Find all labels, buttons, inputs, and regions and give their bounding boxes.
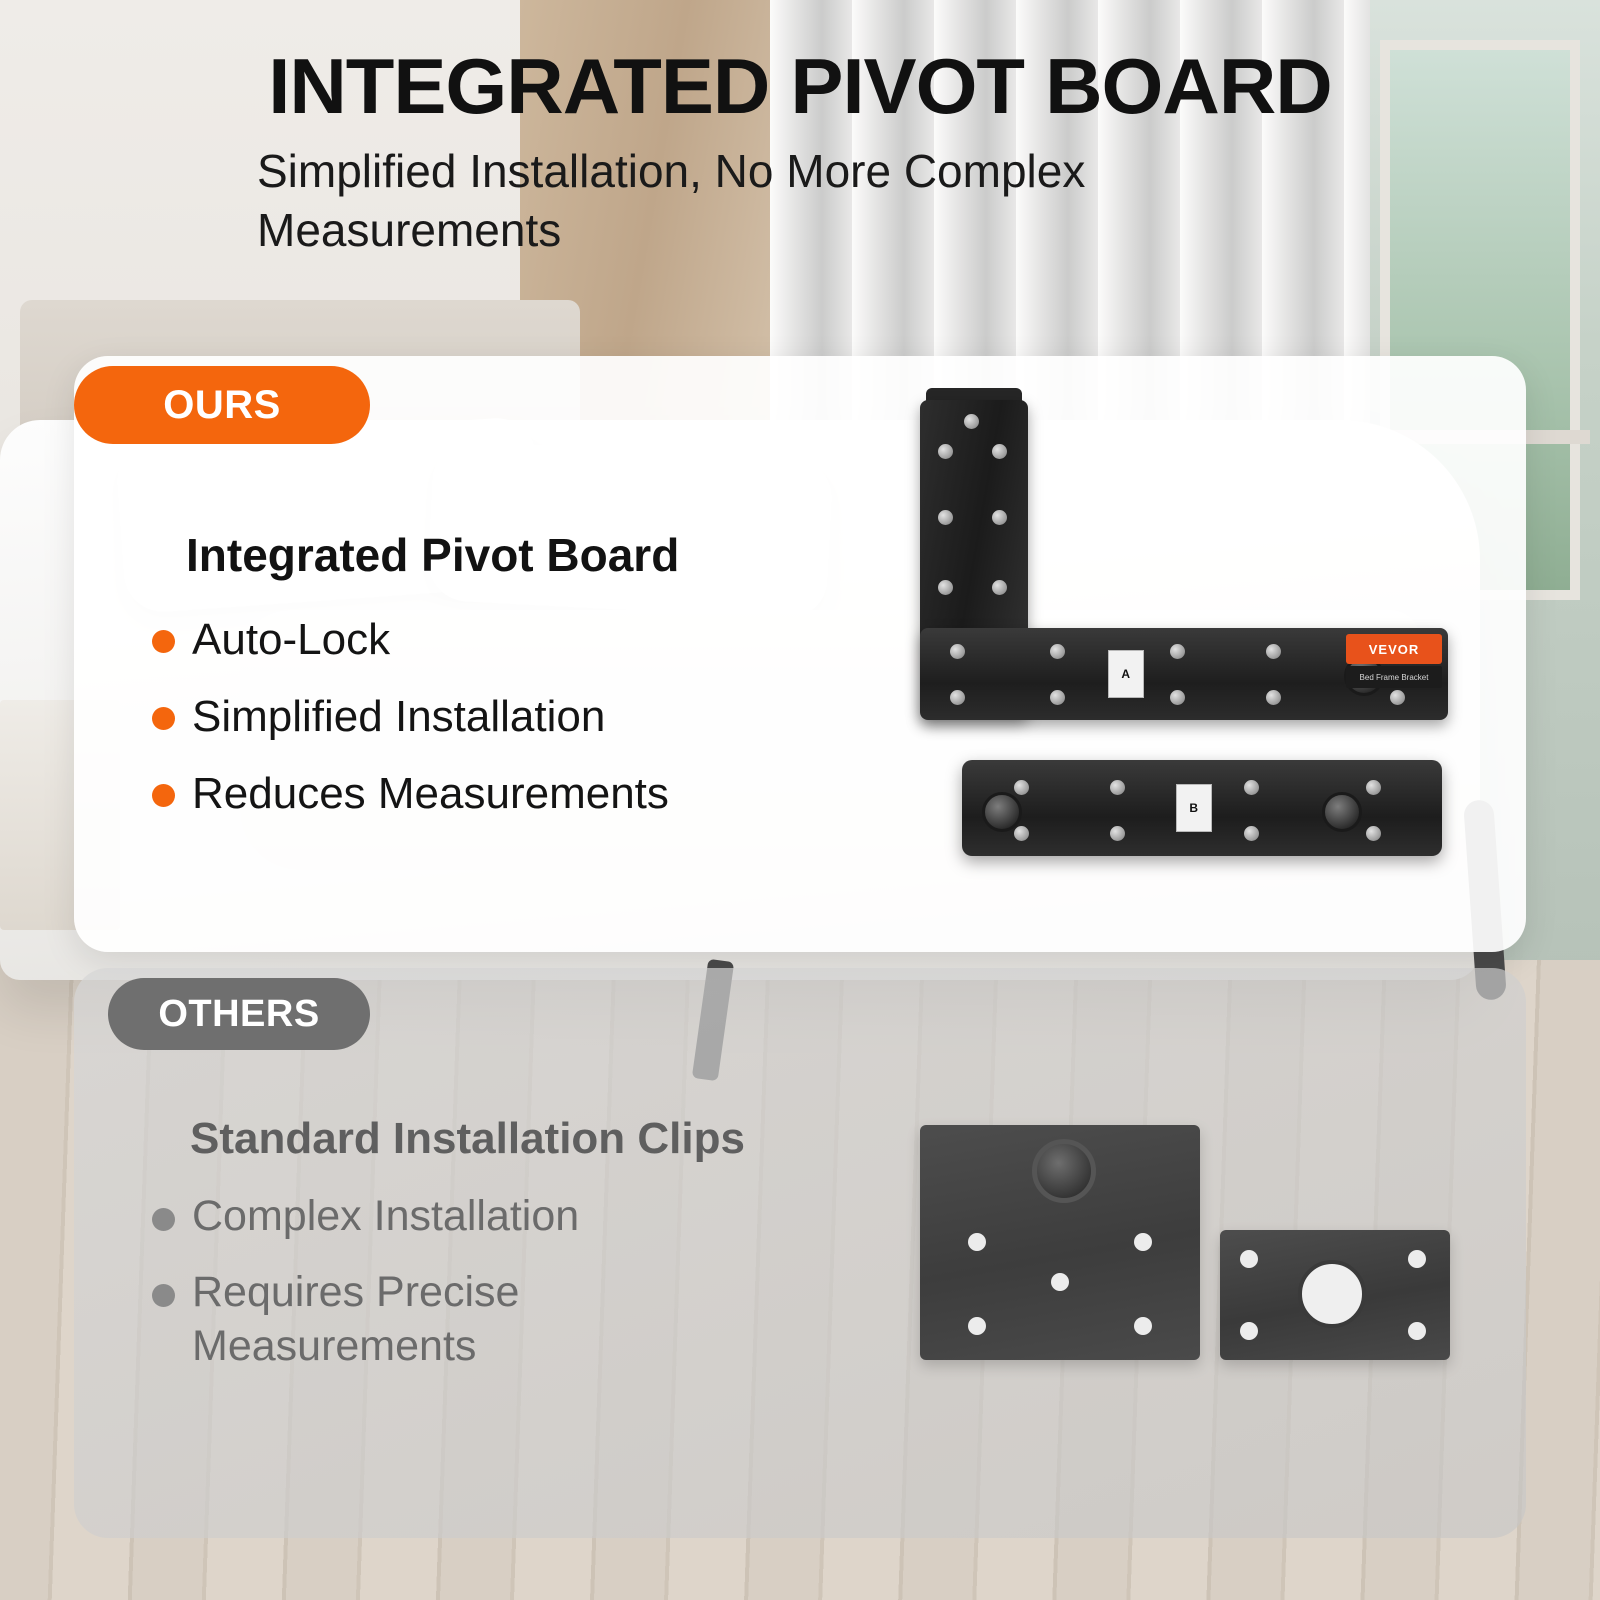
list-item-label: Complex Installation	[192, 1192, 580, 1240]
screw-icon	[1170, 644, 1185, 659]
screw-icon	[964, 414, 979, 429]
list-item	[152, 1190, 662, 1244]
screw-icon	[1050, 690, 1065, 705]
screw-icon	[1244, 780, 1259, 795]
page-subtitle: Simplified Installation, No More Complex Measurements	[257, 144, 1086, 256]
bullet-dot-icon	[152, 1284, 175, 1307]
screw-icon	[1110, 780, 1125, 795]
label-tag-a: A	[1108, 650, 1144, 698]
others-heading: Standard Installation Clips	[190, 1114, 745, 1163]
mounting-hole-icon	[1240, 1322, 1258, 1340]
ours-bullet-list	[152, 612, 669, 843]
screw-icon	[992, 444, 1007, 459]
brand-sublabel: Bed Frame Bracket	[1346, 666, 1442, 688]
screw-icon	[1110, 826, 1125, 841]
list-item	[152, 612, 669, 667]
screw-icon	[1266, 690, 1281, 705]
screw-icon	[1014, 780, 1029, 795]
screw-icon	[1050, 644, 1065, 659]
mounting-hole-icon	[1134, 1233, 1152, 1251]
bullet-dot-icon	[152, 630, 175, 653]
screw-icon	[938, 580, 953, 595]
list-item	[152, 766, 669, 821]
standard-clip-plate-small	[1220, 1230, 1450, 1360]
screw-icon	[1244, 826, 1259, 841]
screw-icon	[992, 580, 1007, 595]
others-bullet-list	[152, 1190, 662, 1395]
screw-icon	[938, 444, 953, 459]
mounting-hole-icon	[1408, 1322, 1426, 1340]
bullet-dot-icon	[152, 707, 175, 730]
screw-icon	[1366, 780, 1381, 795]
standard-clip-plate-large	[920, 1125, 1200, 1360]
mounting-hole-icon	[1134, 1317, 1152, 1335]
screw-icon	[1014, 826, 1029, 841]
brand-label: VEVOR	[1346, 634, 1442, 664]
pivot-knob-icon	[1322, 792, 1362, 832]
ours-heading: Integrated Pivot Board	[186, 529, 680, 581]
screw-icon	[1390, 690, 1405, 705]
mounting-hole-icon	[968, 1233, 986, 1251]
label-tag-b: B	[1176, 784, 1212, 832]
screw-icon	[950, 690, 965, 705]
screw-icon	[938, 510, 953, 525]
list-item-label: Requires Precise Measurements	[192, 1267, 520, 1370]
mounting-hole-icon	[1051, 1273, 1069, 1291]
list-item-label: Auto-Lock	[192, 615, 391, 664]
others-product-image	[920, 1125, 1460, 1385]
page-title: INTEGRATED PIVOT BOARD	[268, 42, 1332, 130]
screw-icon	[1266, 644, 1281, 659]
bullet-dot-icon	[152, 1208, 175, 1231]
ours-badge: OURS	[74, 366, 370, 444]
bullet-dot-icon	[152, 784, 175, 807]
pivot-knob-icon	[982, 792, 1022, 832]
mounting-hole-icon	[968, 1317, 986, 1335]
mounting-hole-icon	[1240, 1250, 1258, 1268]
screw-icon	[1366, 826, 1381, 841]
list-item-label: Reduces Measurements	[192, 769, 669, 818]
header	[0, 42, 1600, 260]
screw-icon	[992, 510, 1007, 525]
list-item	[152, 689, 669, 744]
straight-pivot-bracket	[962, 760, 1442, 856]
screw-icon	[950, 644, 965, 659]
others-badge: OTHERS	[108, 978, 370, 1050]
screw-icon	[1170, 690, 1185, 705]
mounting-hole-icon	[1408, 1250, 1426, 1268]
center-hole-icon	[1298, 1260, 1366, 1328]
pivot-pin-icon	[1032, 1139, 1096, 1203]
ours-product-image	[900, 390, 1500, 890]
l-shaped-pivot-bracket	[910, 400, 1450, 720]
list-item-label: Simplified Installation	[192, 692, 606, 741]
list-item	[152, 1266, 662, 1374]
